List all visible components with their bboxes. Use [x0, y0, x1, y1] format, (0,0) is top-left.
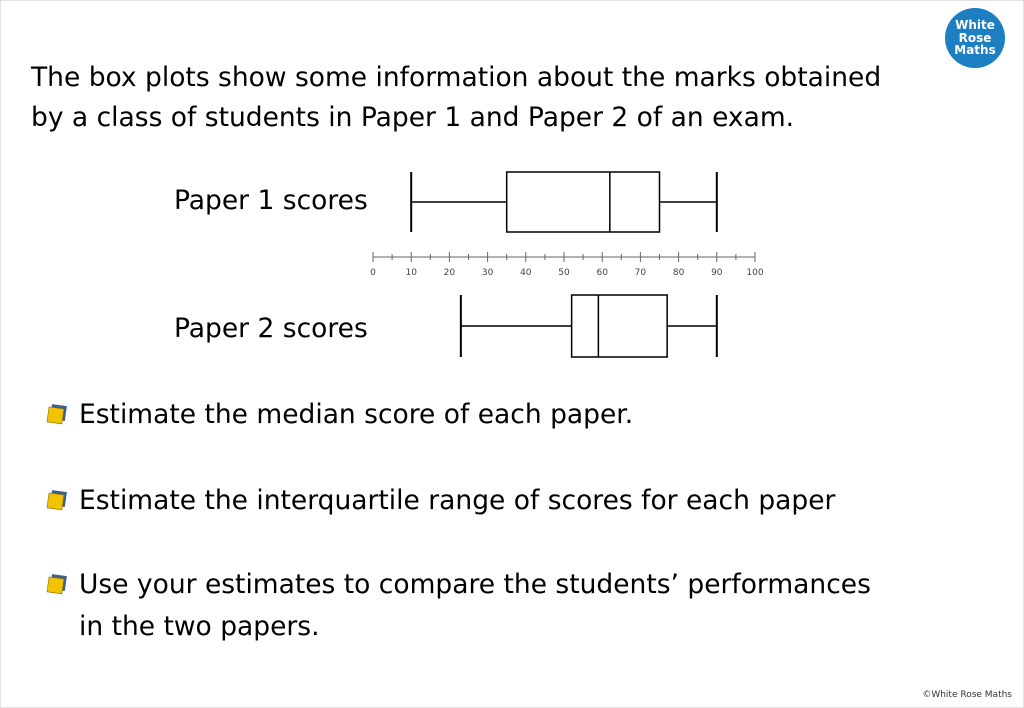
paper-2-iqr-box: [572, 295, 668, 357]
tick-label-70: 70: [634, 268, 647, 278]
intro-line-1: The box plots show some information about the marks obtained: [31, 62, 882, 93]
tick-label-60: 60: [596, 268, 608, 278]
tick-label-40: 40: [520, 268, 532, 278]
tick-label-50: 50: [558, 268, 570, 278]
tick-label-80: 80: [672, 268, 685, 278]
paper-1-label: Paper 1 scores: [174, 185, 368, 216]
logo-line-3: Maths: [954, 43, 996, 57]
tick-label-0: 0: [370, 268, 376, 278]
white-rose-maths-logo: [945, 8, 1005, 68]
tick-label-10: 10: [405, 268, 417, 278]
bullet-square-icon: [46, 574, 68, 596]
logo-line-2: Rose: [958, 30, 992, 45]
question-3-text: Use your estimates to compare the students’ performances: [79, 569, 871, 600]
paper-2-label: Paper 2 scores: [174, 313, 368, 344]
question-2-text: Estimate the interquartile range of scores for each paper: [79, 485, 836, 516]
tick-label-20: 20: [443, 268, 456, 278]
paper-1-iqr-box: [507, 172, 660, 232]
copyright-footer: ©White Rose Maths: [922, 690, 1012, 700]
question-3-text-line-2: in the two papers.: [79, 611, 320, 642]
logo-line-1: White: [955, 18, 995, 32]
bullet-square-icon: [46, 490, 68, 512]
bullet-square-icon: [46, 404, 68, 426]
box-plot-chart: [360, 160, 780, 370]
question-1-text: Estimate the median score of each paper.: [79, 399, 634, 430]
tick-label-30: 30: [481, 268, 494, 278]
tick-label-100: 100: [746, 268, 764, 278]
intro-line-2: by a class of students in Paper 1 and Paper 2 of an exam.: [31, 102, 795, 133]
intro-text: [31, 58, 971, 138]
tick-label-90: 90: [711, 268, 723, 278]
